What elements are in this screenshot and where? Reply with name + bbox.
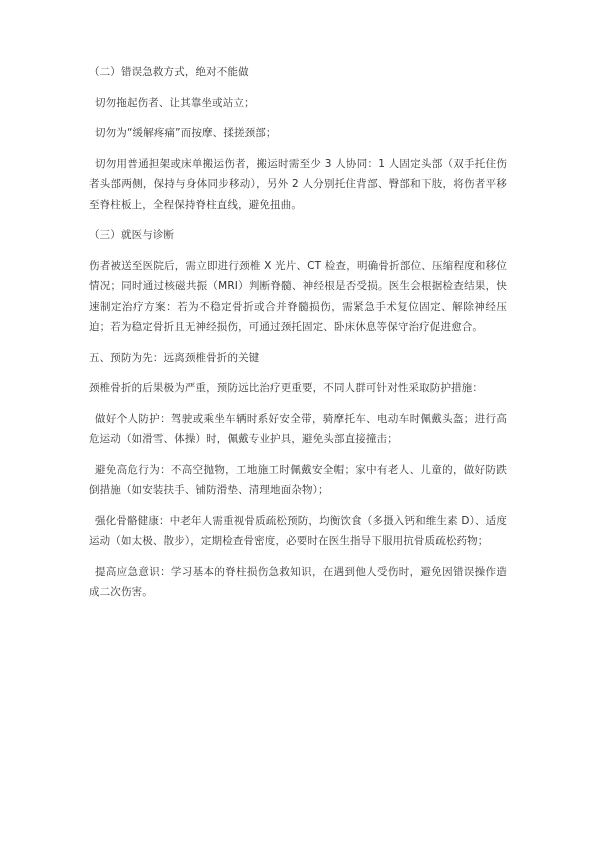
list-item: 切勿为“缓解疼痛”而按摩、揉搓颈部； xyxy=(95,127,277,139)
list-item: 做好个人防护：驾驶或乘坐车辆时系好安全带，骑摩托车、电动车时佩戴头盔；进行高危运动（如滑雪、体操）时，佩戴专业护具，避免头部直接撞击； xyxy=(89,412,507,445)
body-paragraph: 颈椎骨折的后果极为严重，预防远比治疗更重要，不同人群可针对性采取防护措施： xyxy=(89,382,484,394)
section-heading: （三）就医与诊断 xyxy=(89,229,175,241)
section-heading: （二）错误急救方式，绝对不能做 xyxy=(89,66,249,78)
list-item: 切勿拖起伤者、让其靠坐或站立； xyxy=(95,96,255,109)
body-paragraph: 伤者被送至医院后，需立即进行颈椎 X 光片、CT 检查，明确骨折部位、压缩程度和移位情况；同时通过核磁共振（MRI）判断脊髓、神经根是否受损。医生会根据检查结果，快速制定治疗方案：若为不稳定骨折或合并脊髓损伤，需紧急手术复位固定、解除神经压迫；若为稳定骨折且无神经损伤，可通过颈托固定、卧床休息等保守治疗促进愈合。 xyxy=(89,259,507,333)
list-item: 避免高危行为：不高空抛物，工地施工时佩戴安全帽；家中有老人、儿童的，做好防跌倒措施（如安装扶手、铺防滑垫、清理地面杂物）； xyxy=(89,463,507,496)
list-item: 提高应急意识：学习基本的脊柱损伤急救知识，在遇到他人受伤时，避免因错误操作造成二次伤害。 xyxy=(89,565,507,598)
list-item: 强化骨骼健康：中老年人需重视骨质疏松预防，均衡饮食（多摄入钙和维生素 D）、适度运动（如太极、散步），定期检查骨密度，必要时在医生指导下服用抗骨质疏松药物； xyxy=(89,514,507,547)
section-heading: 五、预防为先：远离颈椎骨折的关键 xyxy=(89,351,260,364)
document-body xyxy=(89,62,507,603)
list-item: 切勿用普通担架或床单搬运伤者，搬运时需至少 3 人协同：1 人固定头部（双手托住伤者头部两侧，保持与身体同步移动），另外 2 人分别托住背部、臀部和下肢，将伤者平移至脊柱板上，全程保持脊柱直线，避免扭曲。 xyxy=(89,157,507,211)
